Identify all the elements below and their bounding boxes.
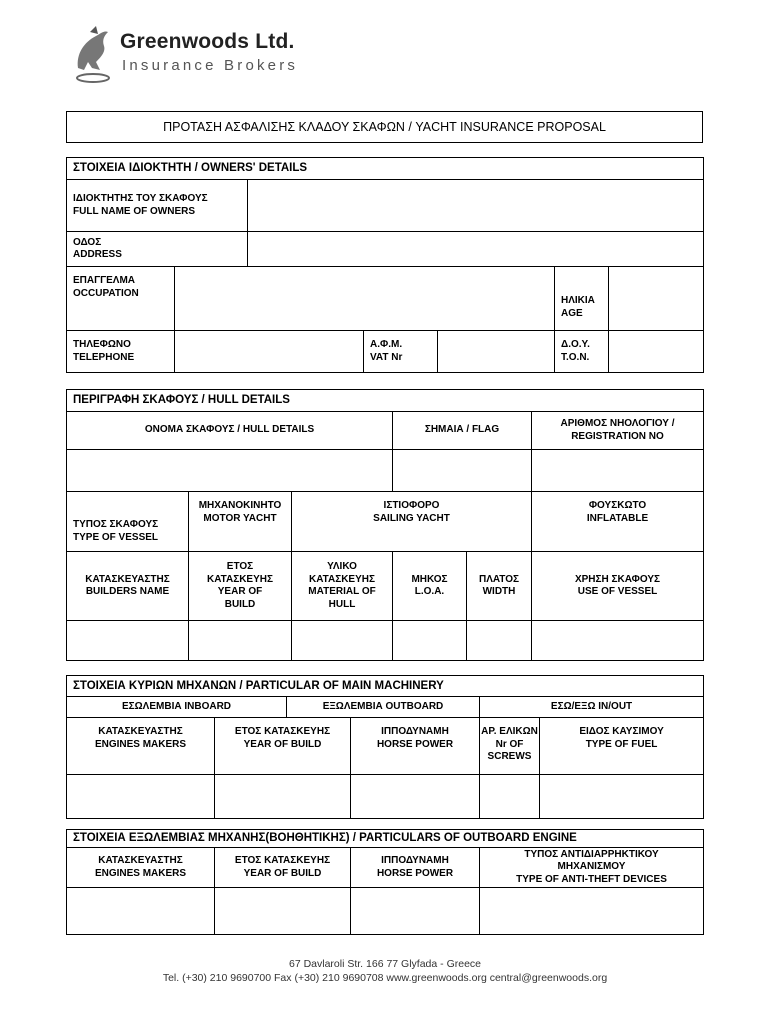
main-machinery-table bbox=[66, 675, 704, 819]
outboard-makers-field[interactable] bbox=[67, 888, 215, 935]
company-logo bbox=[70, 24, 330, 84]
horse-power-field[interactable] bbox=[351, 775, 480, 819]
anti-theft-label: ΤΥΠΟΣ ΑΝΤΙΔΙΑΡΡΗΚΤΙΚΟΥ ΜΗΧΑΝΙΣΜΟΥ TYPE OF ANTI-THEFT DEVICES bbox=[480, 848, 704, 888]
full-name-label: ΙΔΙΟΚΤΗΤΗΣ ΤΟΥ ΣΚΑΦΟΥΣ FULL NAME OF OWNERS bbox=[67, 180, 248, 232]
fuel-type-field[interactable] bbox=[540, 775, 704, 819]
address-field[interactable] bbox=[248, 232, 704, 267]
inboard-option[interactable]: ΕΣΩΛΕΜΒΙΑ INBOARD bbox=[67, 697, 287, 718]
age-field[interactable] bbox=[609, 267, 704, 331]
ton-label: Δ.Ο.Υ. T.O.N. bbox=[555, 331, 609, 373]
ton-field[interactable] bbox=[609, 331, 704, 373]
flag-field[interactable] bbox=[393, 450, 532, 492]
hull-name-field[interactable] bbox=[67, 450, 393, 492]
sailing-yacht-option[interactable]: ΙΣΤΙΟΦΟΡΟ SAILING YACHT bbox=[292, 492, 532, 552]
builder-label: ΚΑΤΑΣΚΕΥΑΣΤΗΣ BUILDERS NAME bbox=[67, 552, 189, 621]
occupation-field[interactable] bbox=[175, 267, 555, 331]
inflatable-option[interactable]: ΦΟΥΣΚΩΤΟ INFLATABLE bbox=[532, 492, 704, 552]
fuel-type-label: ΕΙΔΟΣ ΚΑΥΣΙΜΟΥ TYPE OF FUEL bbox=[540, 718, 704, 775]
telephone-field[interactable] bbox=[175, 331, 364, 373]
vat-field[interactable] bbox=[438, 331, 555, 373]
in-out-option[interactable]: ΕΣΩ/ΕΞΩ IN/OUT bbox=[480, 697, 704, 718]
form-title: ΠΡΟΤΑΣΗ ΑΣΦΑΛΙΣΗΣ ΚΛΑΔΟΥ ΣΚΑΦΩΝ / YACHT INSURANCE PROPOSAL bbox=[66, 111, 703, 143]
length-field[interactable] bbox=[393, 621, 467, 661]
vessel-type-label: ΤΥΠΟΣ ΣΚΑΦΟΥΣ TYPE OF VESSEL bbox=[67, 492, 189, 552]
registration-field[interactable] bbox=[532, 450, 704, 492]
engine-makers-label: ΚΑΤΑΣΚΕΥΑΣΤΗΣ ENGINES MAKERS bbox=[67, 718, 215, 775]
horse-rider-emblem-icon bbox=[70, 24, 116, 84]
use-field[interactable] bbox=[532, 621, 704, 661]
horse-power-label: ΙΠΠΟΔΥΝΑΜΗ HORSE POWER bbox=[351, 718, 480, 775]
age-label: ΗΛΙΚΙΑ AGE bbox=[555, 267, 609, 331]
material-label: ΥΛΙΚΟ ΚΑΤΑΣΚΕΥΗΣ MATERIAL OF HULL bbox=[292, 552, 393, 621]
width-label: ΠΛΑΤΟΣ WIDTH bbox=[467, 552, 532, 621]
hull-section-header: ΠΕΡΙΓΡΑΦΗ ΣΚΑΦΟΥΣ / HULL DETAILS bbox=[67, 390, 704, 412]
screws-field[interactable] bbox=[480, 775, 540, 819]
outboard-year-field[interactable] bbox=[215, 888, 351, 935]
footer-address: 67 Davlaroli Str. 166 77 Glyfada - Greece bbox=[288, 958, 481, 970]
outboard-horse-power-label: ΙΠΠΟΔΥΝΑΜΗ HORSE POWER bbox=[351, 848, 480, 888]
builder-field[interactable] bbox=[67, 621, 189, 661]
company-name: Greenwoods Ltd. bbox=[120, 30, 295, 53]
outboard-horse-power-field[interactable] bbox=[351, 888, 480, 935]
screws-label: ΑΡ. ΕΛΙΚΩΝ Nr OF SCREWS bbox=[480, 718, 540, 775]
motor-yacht-option[interactable]: ΜΗΧΑΝΟΚΙΝΗΤΟ MOTOR YACHT bbox=[189, 492, 292, 552]
length-label: ΜΗΚΟΣ L.O.A. bbox=[393, 552, 467, 621]
outboard-section-header: ΣΤΟΙΧΕΙΑ ΕΞΩΛΕΜΒΙΑΣ ΜΗΧΑΝΗΣ(ΒΟΗΘΗΤΙΚΗΣ) / PARTICULARS OF OUTBOARD ENGINE bbox=[67, 830, 704, 848]
outboard-option[interactable]: ΕΞΩΛΕΜΒΙΑ OUTBOARD bbox=[287, 697, 480, 718]
outboard-year-label: ΕΤΟΣ ΚΑΤΑΣΚΕΥΗΣ YEAR OF BUILD bbox=[215, 848, 351, 888]
flag-label: ΣΗΜΑΙΑ / FLAG bbox=[393, 412, 532, 450]
width-field[interactable] bbox=[467, 621, 532, 661]
company-subtitle: Insurance Brokers bbox=[122, 57, 299, 74]
use-label: ΧΡΗΣΗ ΣΚΑΦΟΥΣ USE OF VESSEL bbox=[532, 552, 704, 621]
owners-details-table bbox=[66, 157, 704, 373]
vat-label: Α.Φ.Μ. VAT Nr bbox=[364, 331, 438, 373]
engine-makers-field[interactable] bbox=[67, 775, 215, 819]
full-name-field[interactable] bbox=[248, 180, 704, 232]
year-of-build-field[interactable] bbox=[189, 621, 292, 661]
year-of-build-label: ΕΤΟΣ ΚΑΤΑΣΚΕΥΗΣ YEAR OF BUILD bbox=[189, 552, 292, 621]
material-field[interactable] bbox=[292, 621, 393, 661]
engine-year-field[interactable] bbox=[215, 775, 351, 819]
outboard-engine-table bbox=[66, 829, 704, 935]
engine-year-label: ΕΤΟΣ ΚΑΤΑΣΚΕΥΗΣ YEAR OF BUILD bbox=[215, 718, 351, 775]
telephone-label: ΤΗΛΕΦΩΝΟ TELEPHONE bbox=[67, 331, 175, 373]
footer-contacts: Tel. (+30) 210 9690700 Fax (+30) 210 9690708 www.greenwoods.org central@greenwoods.org bbox=[162, 972, 608, 984]
owners-section-header: ΣΤΟΙΧΕΙΑ ΙΔΙΟΚΤΗΤΗ / OWNERS' DETAILS bbox=[67, 158, 704, 180]
address-label: ΟΔΟΣ ADDRESS bbox=[67, 232, 248, 267]
occupation-label: ΕΠΑΓΓΕΛΜΑ OCCUPATION bbox=[67, 267, 175, 331]
registration-label: ΑΡΙΘΜΟΣ ΝΗΟΛΟΓΙΟΥ / REGISTRATION NO bbox=[532, 412, 704, 450]
outboard-makers-label: ΚΑΤΑΣΚΕΥΑΣΤΗΣ ENGINES MAKERS bbox=[67, 848, 215, 888]
hull-name-label: ΟΝΟΜΑ ΣΚΑΦΟΥΣ / HULL DETAILS bbox=[67, 412, 393, 450]
machinery-section-header: ΣΤΟΙΧΕΙΑ ΚΥΡΙΩΝ ΜΗΧΑΝΩΝ / PARTICULAR OF MAIN MACHINERY bbox=[67, 676, 704, 697]
hull-details-table bbox=[66, 389, 704, 661]
anti-theft-field[interactable] bbox=[480, 888, 704, 935]
